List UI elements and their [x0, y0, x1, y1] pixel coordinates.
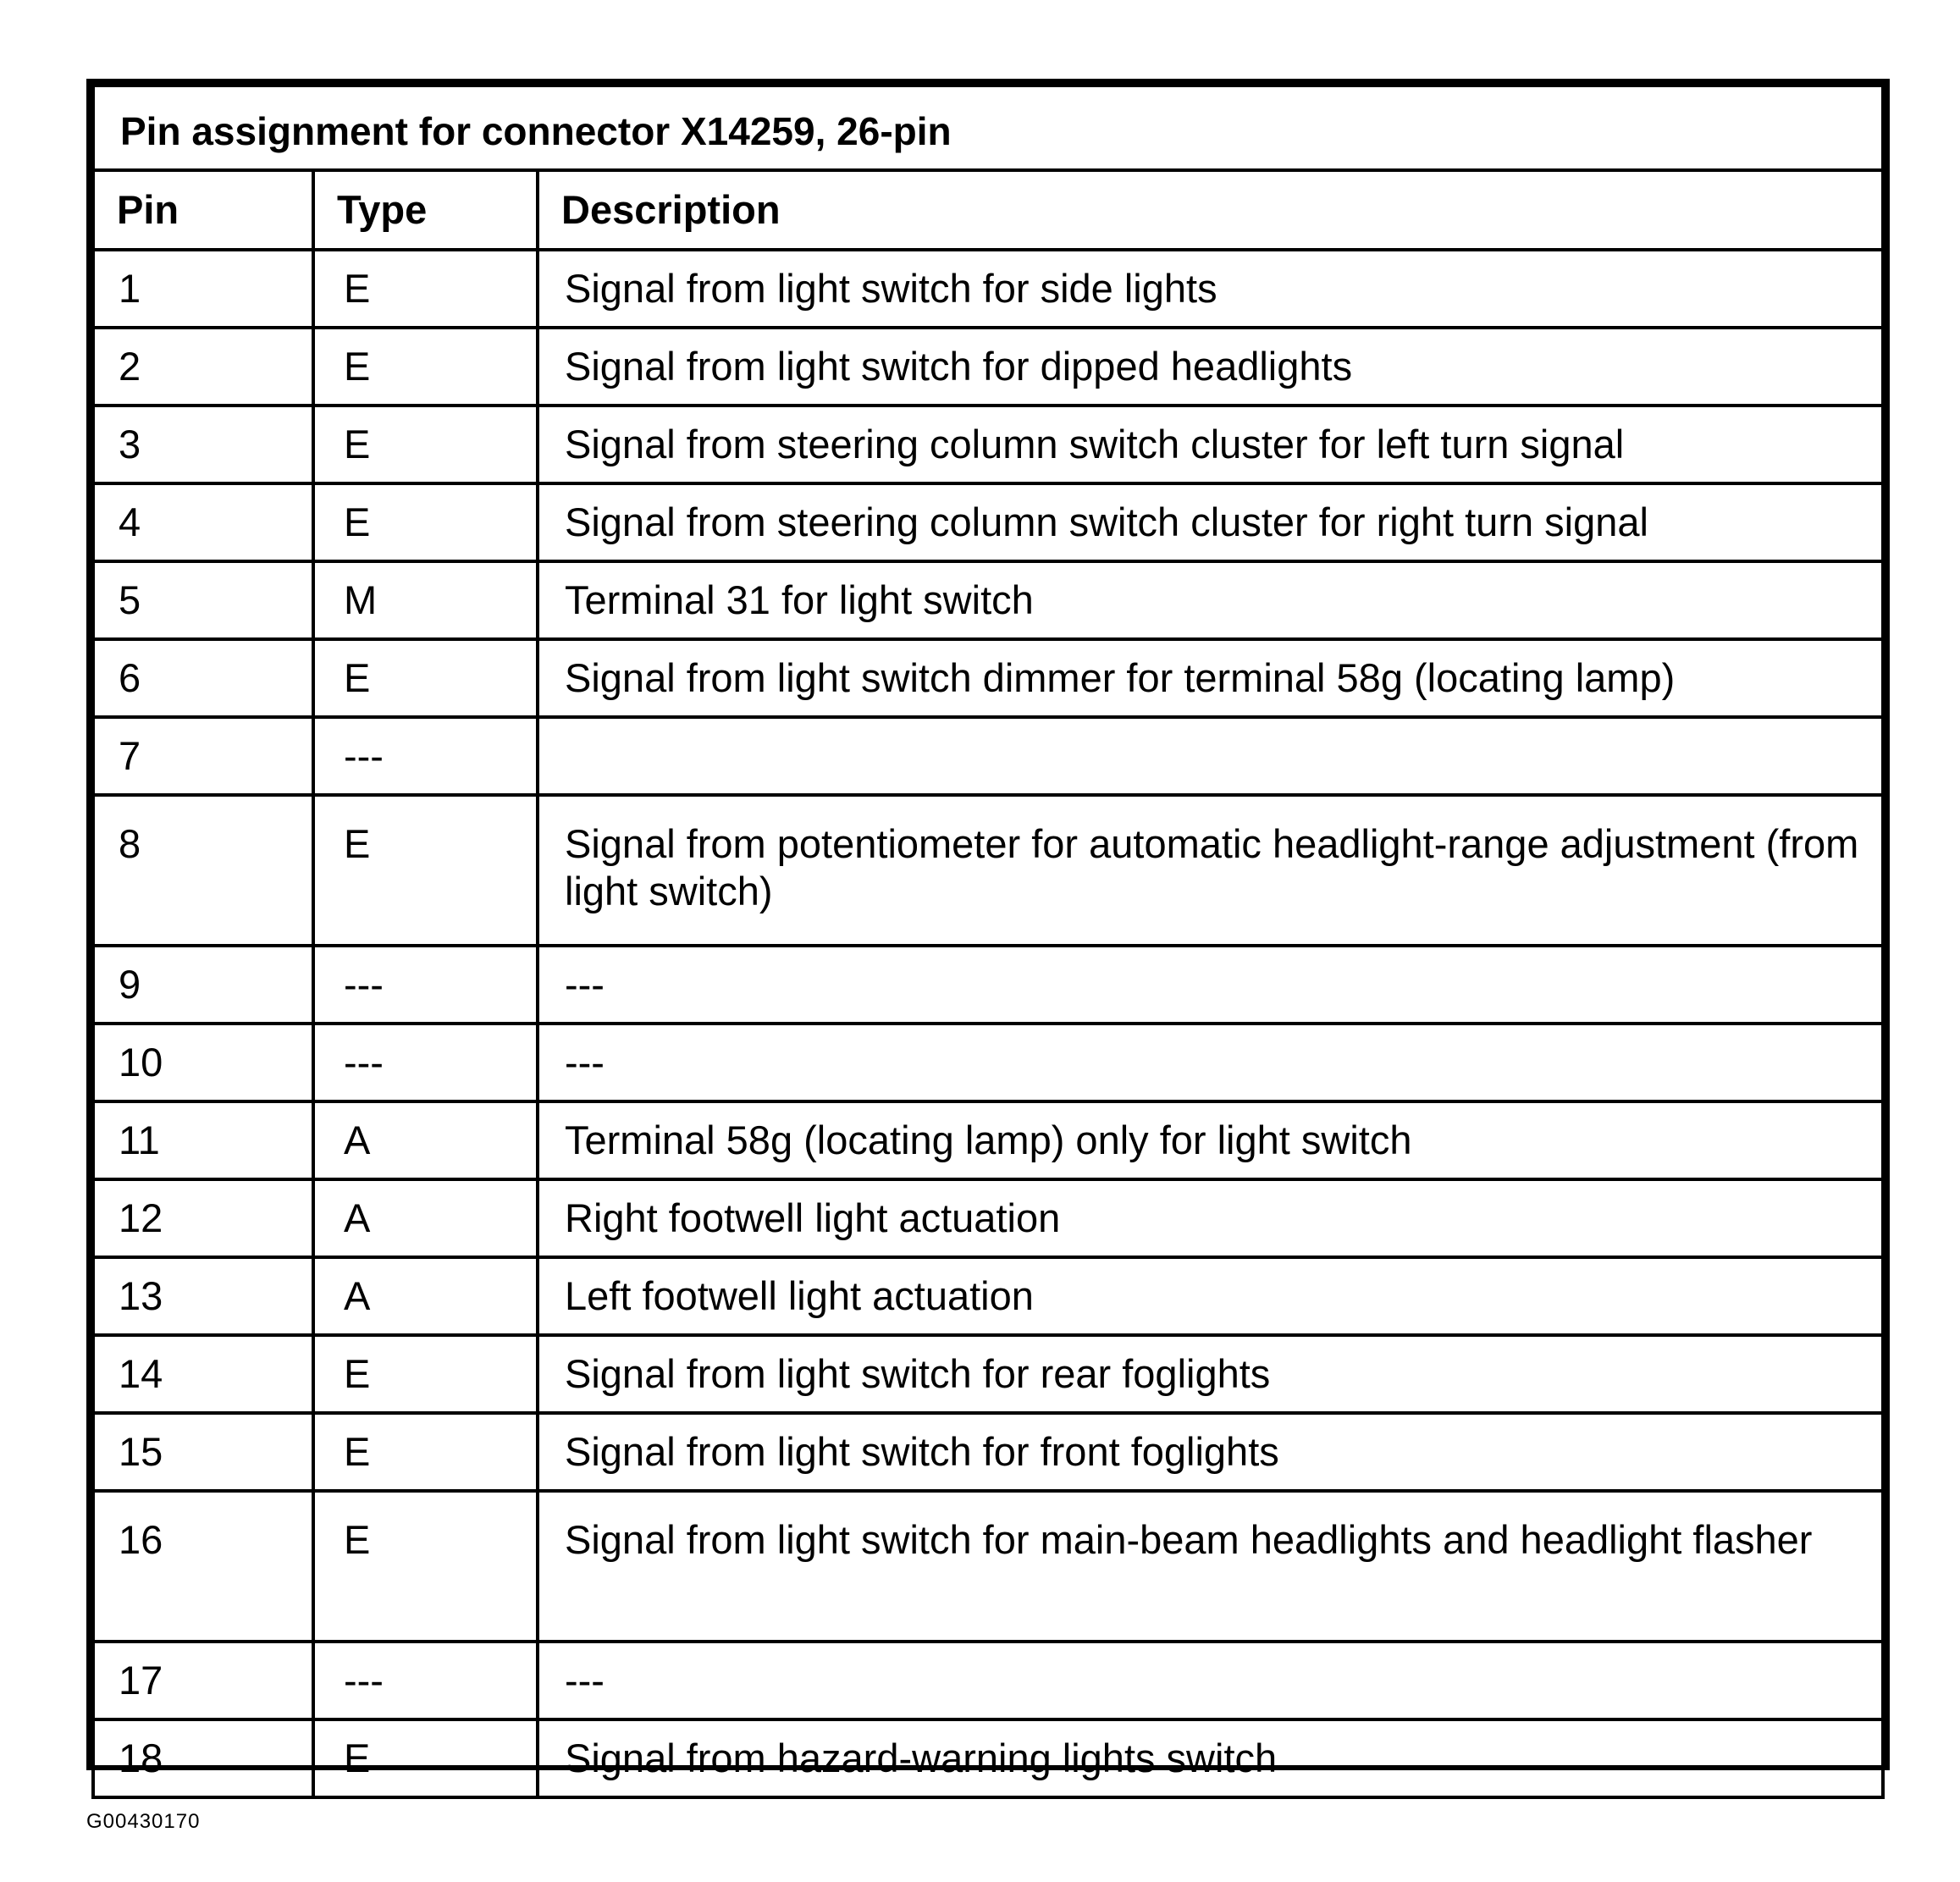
table-caption-row [93, 86, 1883, 170]
pin-cell: 2 [93, 328, 313, 406]
table-row [93, 717, 1883, 795]
table-row [93, 1719, 1883, 1797]
description-cell: Left footwell light actuation [538, 1257, 1883, 1335]
pin-cell: 3 [93, 406, 313, 483]
header-description: Description [538, 170, 1883, 250]
table-row [93, 1642, 1883, 1719]
description-cell: --- [538, 1024, 1883, 1101]
description-cell: Signal from light switch dimmer for terminal 58g (locating lamp) [538, 639, 1883, 717]
description-cell: Signal from light switch for front foglights [538, 1413, 1883, 1491]
pin-cell: 5 [93, 561, 313, 639]
description-cell [538, 717, 1883, 795]
pin-cell: 13 [93, 1257, 313, 1335]
figure-code: G00430170 [86, 1810, 201, 1833]
type-cell: --- [313, 1642, 538, 1719]
table-row [93, 1179, 1883, 1257]
description-cell: Terminal 58g (locating lamp) only for light switch [538, 1101, 1883, 1179]
table-row [93, 795, 1883, 946]
description-cell: Signal from light switch for side lights [538, 250, 1883, 328]
table-row [93, 1491, 1883, 1642]
description-cell: Signal from steering column switch cluster for right turn signal [538, 483, 1883, 561]
pin-cell: 8 [93, 795, 313, 946]
type-cell: --- [313, 1024, 538, 1101]
table-row [93, 406, 1883, 483]
pin-cell: 1 [93, 250, 313, 328]
type-cell: --- [313, 717, 538, 795]
type-cell: M [313, 561, 538, 639]
description-cell: Right footwell light actuation [538, 1179, 1883, 1257]
type-cell: E [313, 483, 538, 561]
description-cell: Signal from potentiometer for automatic headlight-range adjustment (from light switch) [538, 795, 1883, 946]
table-header-row [93, 170, 1883, 250]
type-cell: A [313, 1257, 538, 1335]
table-row [93, 639, 1883, 717]
type-cell: E [313, 406, 538, 483]
type-cell: E [313, 795, 538, 946]
table-row [93, 1413, 1883, 1491]
pin-cell: 14 [93, 1335, 313, 1413]
pin-assignment-table [86, 79, 1890, 1780]
type-cell: E [313, 250, 538, 328]
pin-cell: 18 [93, 1719, 313, 1797]
description-cell: Terminal 31 for light switch [538, 561, 1883, 639]
pin-cell: 7 [93, 717, 313, 795]
table-row [93, 561, 1883, 639]
table-row [93, 1335, 1883, 1413]
type-cell: A [313, 1179, 538, 1257]
pin-cell: 15 [93, 1413, 313, 1491]
pin-cell: 9 [93, 946, 313, 1024]
type-cell: --- [313, 946, 538, 1024]
type-cell: A [313, 1101, 538, 1179]
description-cell: Signal from steering column switch cluster for left turn signal [538, 406, 1883, 483]
pin-cell: 16 [93, 1491, 313, 1642]
table-row [93, 1257, 1883, 1335]
type-cell: E [313, 1335, 538, 1413]
pin-cell: 17 [93, 1642, 313, 1719]
pin-cell: 12 [93, 1179, 313, 1257]
header-type: Type [313, 170, 538, 250]
description-cell: Signal from hazard-warning lights switch [538, 1719, 1883, 1797]
table-row [93, 328, 1883, 406]
type-cell: E [313, 1413, 538, 1491]
description-cell: --- [538, 1642, 1883, 1719]
table-caption: Pin assignment for connector X14259, 26-pin [93, 86, 1883, 170]
description-cell: Signal from light switch for rear foglights [538, 1335, 1883, 1413]
type-cell: E [313, 1491, 538, 1642]
type-cell: E [313, 1719, 538, 1797]
table-row [93, 250, 1883, 328]
type-cell: E [313, 328, 538, 406]
type-cell: E [313, 639, 538, 717]
table-row [93, 1024, 1883, 1101]
pin-cell: 6 [93, 639, 313, 717]
pin-cell: 4 [93, 483, 313, 561]
description-cell: Signal from light switch for dipped headlights [538, 328, 1883, 406]
pin-cell: 10 [93, 1024, 313, 1101]
table-row [93, 1101, 1883, 1179]
table-row [93, 483, 1883, 561]
pin-table [91, 84, 1885, 1799]
header-pin: Pin [93, 170, 313, 250]
pin-cell: 11 [93, 1101, 313, 1179]
description-cell: Signal from light switch for main-beam headlights and headlight flasher [538, 1491, 1883, 1642]
table-row [93, 946, 1883, 1024]
description-cell: --- [538, 946, 1883, 1024]
